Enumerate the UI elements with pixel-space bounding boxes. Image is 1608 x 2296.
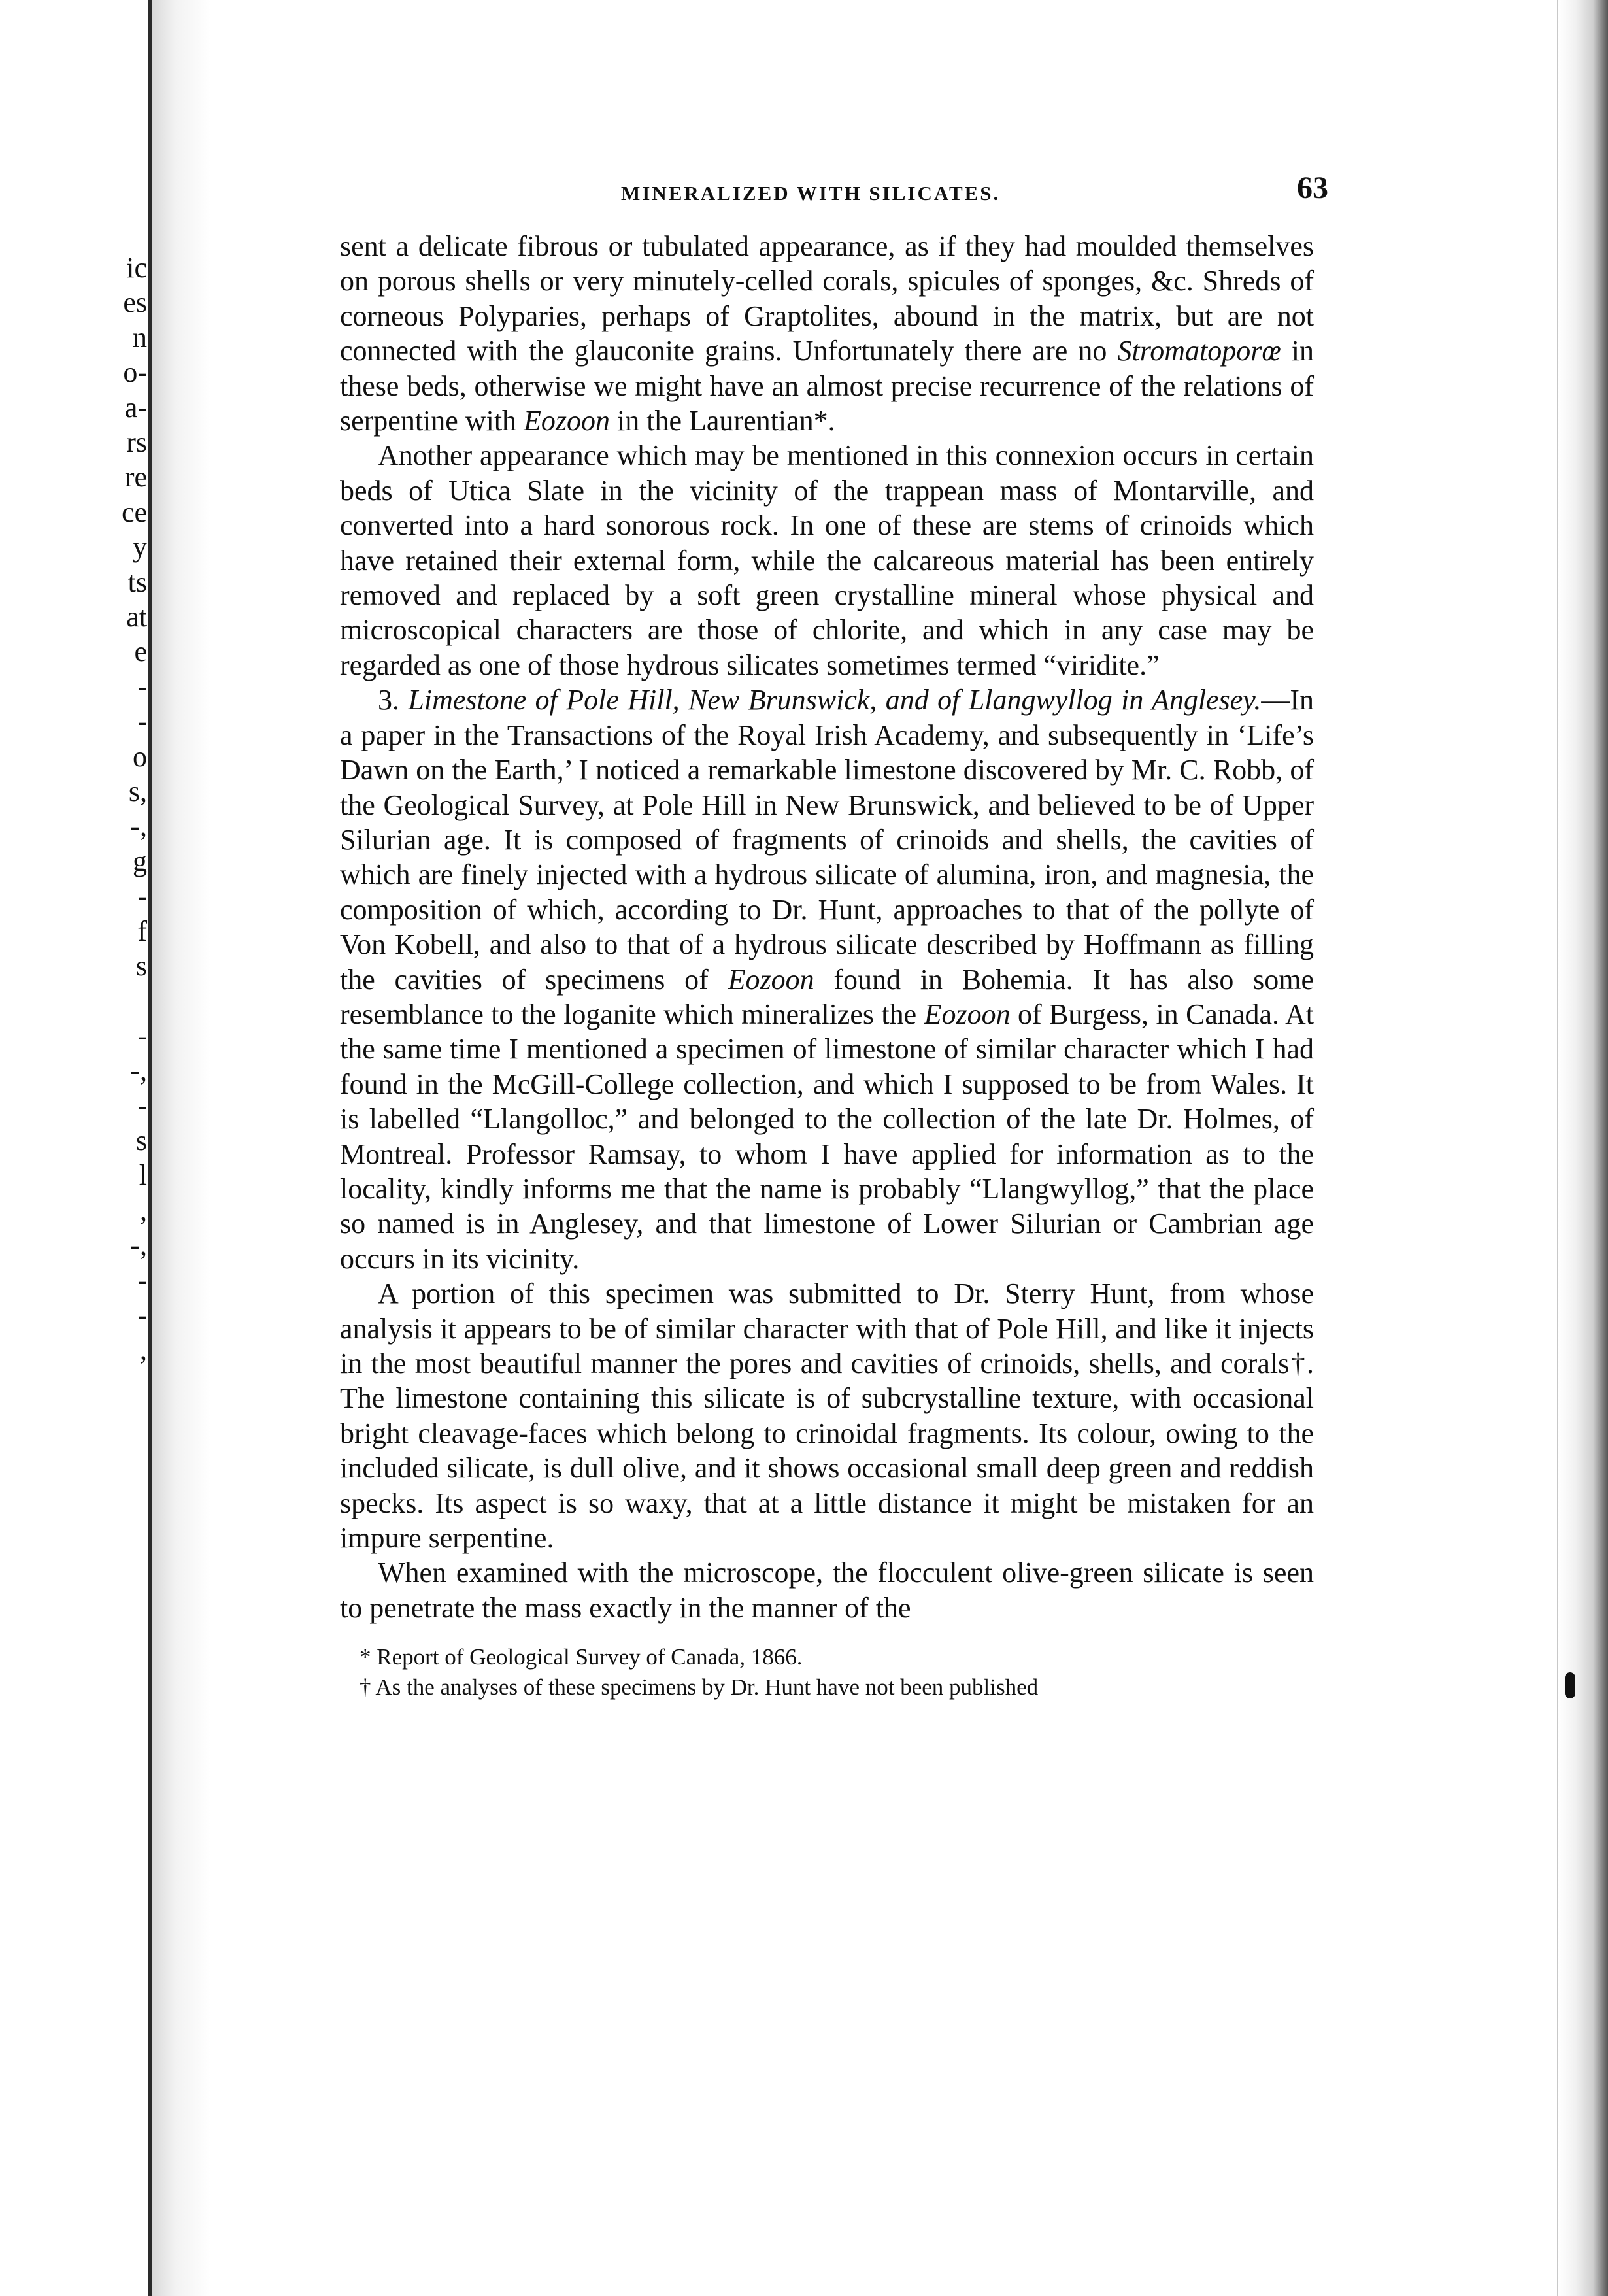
italic-text: Limestone of Pole Hill, New Brunswick, and of Llangwyllog in Anglesey. bbox=[408, 684, 1262, 717]
italic-text: Eozoon bbox=[728, 963, 814, 996]
text-run: in the Laurentian*. bbox=[610, 405, 835, 437]
left-page-fragment: - bbox=[137, 880, 147, 913]
text-run: A portion of this specimen was submitted to Dr. Sterry Hunt, from whose analysis it appears to be of similar character with that of Pole Hill, and like it injects in the most beautiful manner the pores and cavities of crinoids, shells, and corals†. The limestone containing this silicate is of subcrystalline texture, with occasional bright cleavage-faces which belong to crinoidal fragments. Its colour, owing to the included silicate, is dull olive, and it shows occasional small deep green and reddish specks. Its aspect is so waxy, that at a little distance it might be mistaken for an impure serpentine. bbox=[340, 1277, 1314, 1555]
page-edge-mark bbox=[1565, 1672, 1575, 1698]
running-head bbox=[340, 170, 1328, 216]
text-run: in these beds, otherwise we might have an almost precise recurrence of the relations of serpentine with bbox=[340, 335, 1314, 437]
left-page-fragment: f bbox=[137, 915, 147, 947]
left-page-fragment: - bbox=[137, 670, 147, 703]
left-page-fragment: s, bbox=[128, 775, 147, 807]
left-page-fragment: -, bbox=[130, 810, 147, 843]
text-run: found in Bohemia. It has also some resemblance to the loganite which mineralizes the bbox=[340, 963, 1315, 1030]
left-page-fragment: e bbox=[134, 635, 147, 668]
left-page-fragment: - bbox=[137, 1264, 147, 1296]
left-page-fragment: re bbox=[124, 461, 147, 494]
left-page-fragment: es bbox=[123, 286, 147, 319]
left-page-fragment: ce bbox=[121, 496, 147, 528]
footnote-1: * Report of Geological Survey of Canada, 1866. bbox=[360, 1644, 803, 1670]
left-page-fragment: g bbox=[133, 845, 147, 877]
left-page-fragment: ts bbox=[127, 566, 147, 598]
text-run: 3. bbox=[378, 684, 409, 717]
book-page bbox=[340, 170, 1328, 2223]
left-page-fragment: - bbox=[137, 705, 147, 738]
left-page-fragment: n bbox=[133, 321, 147, 354]
paragraph-p1 bbox=[340, 229, 1314, 438]
left-page-fragment: - bbox=[137, 1299, 147, 1331]
page-number: 63 bbox=[1297, 171, 1328, 205]
paragraph-p4 bbox=[340, 1276, 1314, 1555]
left-page-fragment: a- bbox=[124, 391, 147, 424]
text-run: of Burgess, in Canada. At the same time I mentioned a specimen of limestone of similar character which I had found in the McGill-College collection, and which I supposed to be from Wales. It is labelled “Llangolloc,” and belonged to the collection of the late Dr. Holmes, of Montreal. Professor Ramsay, to whom I have applied for information as to the locality, kindly informs me that the name is probably “Llangwyllog,” that the place so named is in Anglesey, and that limestone of Lower Silurian or Cambrian age occurs in its vicinity. bbox=[340, 998, 1314, 1275]
left-page-fragment: - bbox=[137, 1089, 147, 1122]
running-title: MINERALIZED WITH SILICATES. bbox=[621, 182, 1001, 205]
paragraph-p3 bbox=[340, 683, 1314, 1276]
right-page-edge bbox=[1557, 0, 1608, 2296]
left-page-fragment: o- bbox=[123, 356, 147, 389]
text-run: sent a delicate fibrous or tubulated appearance, as if they had moulded themselves on porous shells or very minutely-celled corals, spicules of sponges, &c. Shreds of corneous Polyparies, perhaps of Graptolites, abound in the matrix, but are not connected with the glauconite grains. Unfortunately there are no bbox=[340, 230, 1314, 367]
left-page-fragment: rs bbox=[126, 426, 147, 458]
left-page-fragment: at bbox=[126, 601, 147, 633]
body-text bbox=[340, 229, 1314, 1625]
italic-text: Eozoon bbox=[924, 998, 1011, 1030]
italic-text: Stromatoporœ bbox=[1117, 335, 1281, 367]
left-page-fragment: y bbox=[133, 531, 147, 564]
footnotes bbox=[340, 1642, 1314, 1702]
left-page-fragment: o bbox=[133, 740, 147, 773]
text-run: —In a paper in the Transactions of the Royal Irish Academy, and subsequently in ‘Life’s Dawn on the Earth,’ I noticed a remarkable limestone discovered by Mr. C. Robb, of the Geological Survey, at Pole Hill in New Brunswick, and believed to be of Upper Silurian age. It is composed of fragments of crinoids and shells, the cavities of which are finely injected with a hydrous silicate of alumina, iron, and magnesia, the composition of which, according to Dr. Hunt, approaches to that of the pollyte of Von Kobell, and also to that of a hydrous silicate described by Hoffmann as filling the cavities of specimens of bbox=[340, 684, 1314, 996]
adjacent-left-page bbox=[0, 0, 152, 2296]
left-page-fragment: s bbox=[135, 950, 147, 982]
left-page-fragment: l bbox=[139, 1159, 147, 1192]
left-page-fragment: s bbox=[135, 1124, 147, 1156]
paragraph-p2 bbox=[340, 438, 1314, 683]
left-page-fragment: -, bbox=[130, 1055, 147, 1087]
italic-text: Eozoon bbox=[524, 405, 611, 437]
left-page-fragment: -, bbox=[130, 1229, 147, 1262]
text-run: When examined with the microscope, the flocculent olive-green silicate is seen to penetrate the mass exactly in the manner of the bbox=[340, 1557, 1314, 1624]
spine-shadow bbox=[152, 0, 210, 2296]
left-page-fragment: , bbox=[140, 1194, 147, 1226]
left-page-fragment: ic bbox=[126, 252, 147, 284]
text-run: Another appearance which may be mentioned in this connexion occurs in certain beds of Utica Slate in the vicinity of the trappean mass of Montarville, and converted into a hard sonorous rock. In one of these are stems of crinoids which have retained their external form, while the calcareous material has been entirely removed and replaced by a soft green crystalline mineral whose physical and microscopical characters are those of chlorite, and which in any case may be regarded as one of those hydrous silicates sometimes termed “viridite.” bbox=[340, 439, 1314, 681]
paragraph-p5 bbox=[340, 1555, 1314, 1625]
footnote-2: † As the analyses of these specimens by Dr. Hunt have not been published bbox=[360, 1674, 1039, 1700]
left-page-fragment: , bbox=[140, 1334, 147, 1366]
left-page-fragment: - bbox=[137, 1019, 147, 1052]
